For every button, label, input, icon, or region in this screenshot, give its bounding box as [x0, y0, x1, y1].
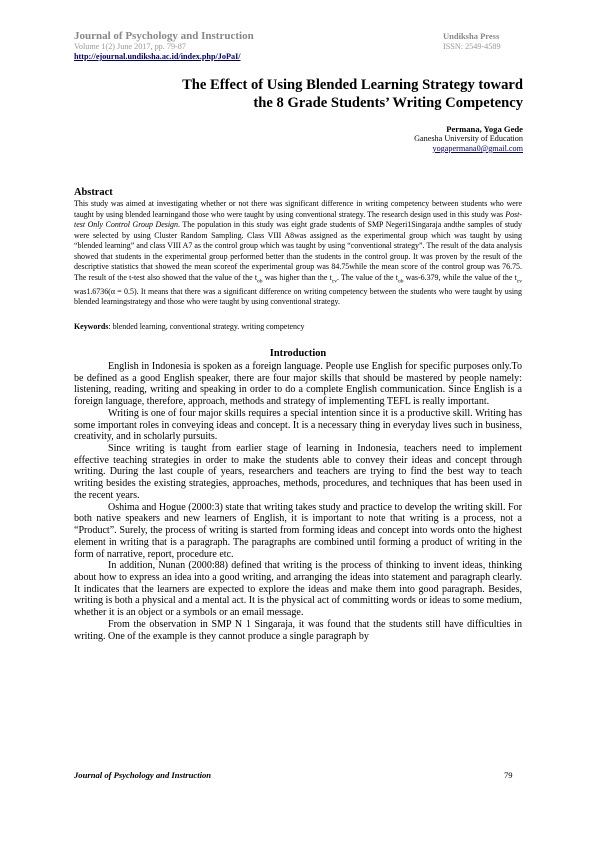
title-line-2: the 8 Grade Students’ Writing Competency: [253, 95, 523, 111]
subscript: ob: [397, 278, 404, 285]
abstract-heading: Abstract: [74, 187, 113, 198]
paragraph: Oshima and Hogue (2000:3) state that writing takes study and practice to develop the writing skill. For both native speakers and new learners of English, it is important to note that writing is a process, not a “Product”. Surely, the process of writing is started from forming ideas and concept into words onto the highest element in writing that is a paragraph. The paragraphs are combined until forming a product of writing in the form of narrative, report, procedure etc.: [74, 501, 522, 560]
paragraph: In addition, Nunan (2000:88) defined that writing is the process of thinking to invent ideas, thinking about how to express an idea into a good writing, and arranging the ideas into statement and paragraph clearly. It indicates that the learners are expected to explore the ideas and make them into good paragraph. Besides, writing is both a physical and a mental act. It is the physical act of committing words or ideas to some medium, whether it is an object or a symbols or an email message.: [74, 560, 522, 619]
author-email-link[interactable]: yogapermana0@gmail.com: [432, 144, 523, 153]
abstract-segment: was1.6736(α = 0.5). It means that there was a significant difference on writing competency between the students who were taught by using blended learningstrategy and those who were taught by using conventional strategy.: [74, 286, 522, 307]
paragraph: English in Indonesia is spoken as a foreign language. People use English for specific purposes only.To be defined as a good English speaker, there are four major skills that should be mastered by people namely: listening, reading, writing and speaking in order to do a complete English communication. Since English is a foreign language, therefore, approach, methods and strategy of implementing TEFL is really important.: [74, 361, 522, 408]
subscript: cv: [331, 278, 337, 285]
introduction-body: [74, 361, 522, 642]
paper-title: [103, 76, 523, 112]
page-number: 79: [504, 770, 513, 780]
running-header-left: [74, 30, 254, 62]
journal-name: Journal of Psychology and Instruction: [74, 30, 254, 42]
paragraph: From the observation in SMP N 1 Singaraja, it was found that the students still have difficulties in writing. One of the example is they cannot produce a single paragraph by: [74, 618, 522, 642]
keywords-label: Keywords: [74, 322, 109, 331]
author-name: Permana, Yoga Gede: [446, 124, 523, 134]
abstract-segment: . The value of the t: [336, 272, 398, 282]
abstract-segment: was-6.379, while the value of the t: [403, 272, 517, 282]
subscript: cv: [516, 278, 522, 285]
title-line-1: The Effect of Using Blended Learning Strategy toward: [182, 77, 523, 93]
footer-journal-name: Journal of Psychology and Instruction: [74, 770, 212, 780]
author-affiliation: Ganesha University of Education: [414, 134, 523, 143]
volume-info: Volume 1(2) June 2017, pp. 79-87: [74, 42, 186, 51]
paragraph: Writing is one of four major skills requires a special intention since it is a productive skill. Writing has some important roles in conveying ideas and concept. It is a necessary thing in everyday lives such in business, creativity, and in scholarly pursuits.: [74, 407, 522, 443]
keywords: [74, 322, 522, 331]
research-design-term: Post-test Only Control Group Design: [74, 209, 522, 229]
publisher-name: Undiksha Press: [443, 31, 500, 41]
author-block: [414, 124, 523, 154]
journal-url-link[interactable]: http://ejournal.undiksha.ac.id/index.php/JoPaI/: [74, 52, 241, 61]
abstract-text: [74, 199, 522, 308]
abstract-segment: This study was aimed at investigating whether or not there was significant difference in writing competency between students who were taught by using blended learningand those who were taught by using conventional strategy. The research design used in this study was: [74, 199, 522, 219]
abstract-segment: . The population in this study was eight grade students of SMP Negeri1Singaraja andthe samples of study were selected by using Cluster Random Sampling. Class VIII A8was assigned as the experimental group which was taught by using “blended learning” and class VIII A7 as the control group which was taught by using “conventional strategy”. The result of the data analysis showed that students in the experimental group performed better than the students in the control group. It was proven by the result of the descriptive statistics that showed the mean scoreof the experimental group was 84.75while the mean score of the control group was 76.75. The result of the t-test also showed that the value of the t: [74, 220, 522, 282]
keywords-list: : blended learning, conventional strategy. writing competency: [108, 322, 305, 331]
paragraph: Since writing is taught from earlier stage of learning in Indonesia, teachers need to implement effective teaching strategies in order to make the students able to convey their ideas and concept through writing. During the last couple of years, researchers and teachers are trying to find the best way to teach writing besides the existing strategies, approaches, methods, procedures, and techniques that has been used in the recent years.: [74, 443, 522, 501]
abstract-segment: was higher than the t: [262, 272, 332, 282]
introduction-heading: Introduction: [269, 348, 327, 359]
running-header-right: [443, 30, 501, 52]
subscript: ob: [257, 278, 263, 285]
issn: ISSN: 2549-4589: [443, 42, 501, 51]
